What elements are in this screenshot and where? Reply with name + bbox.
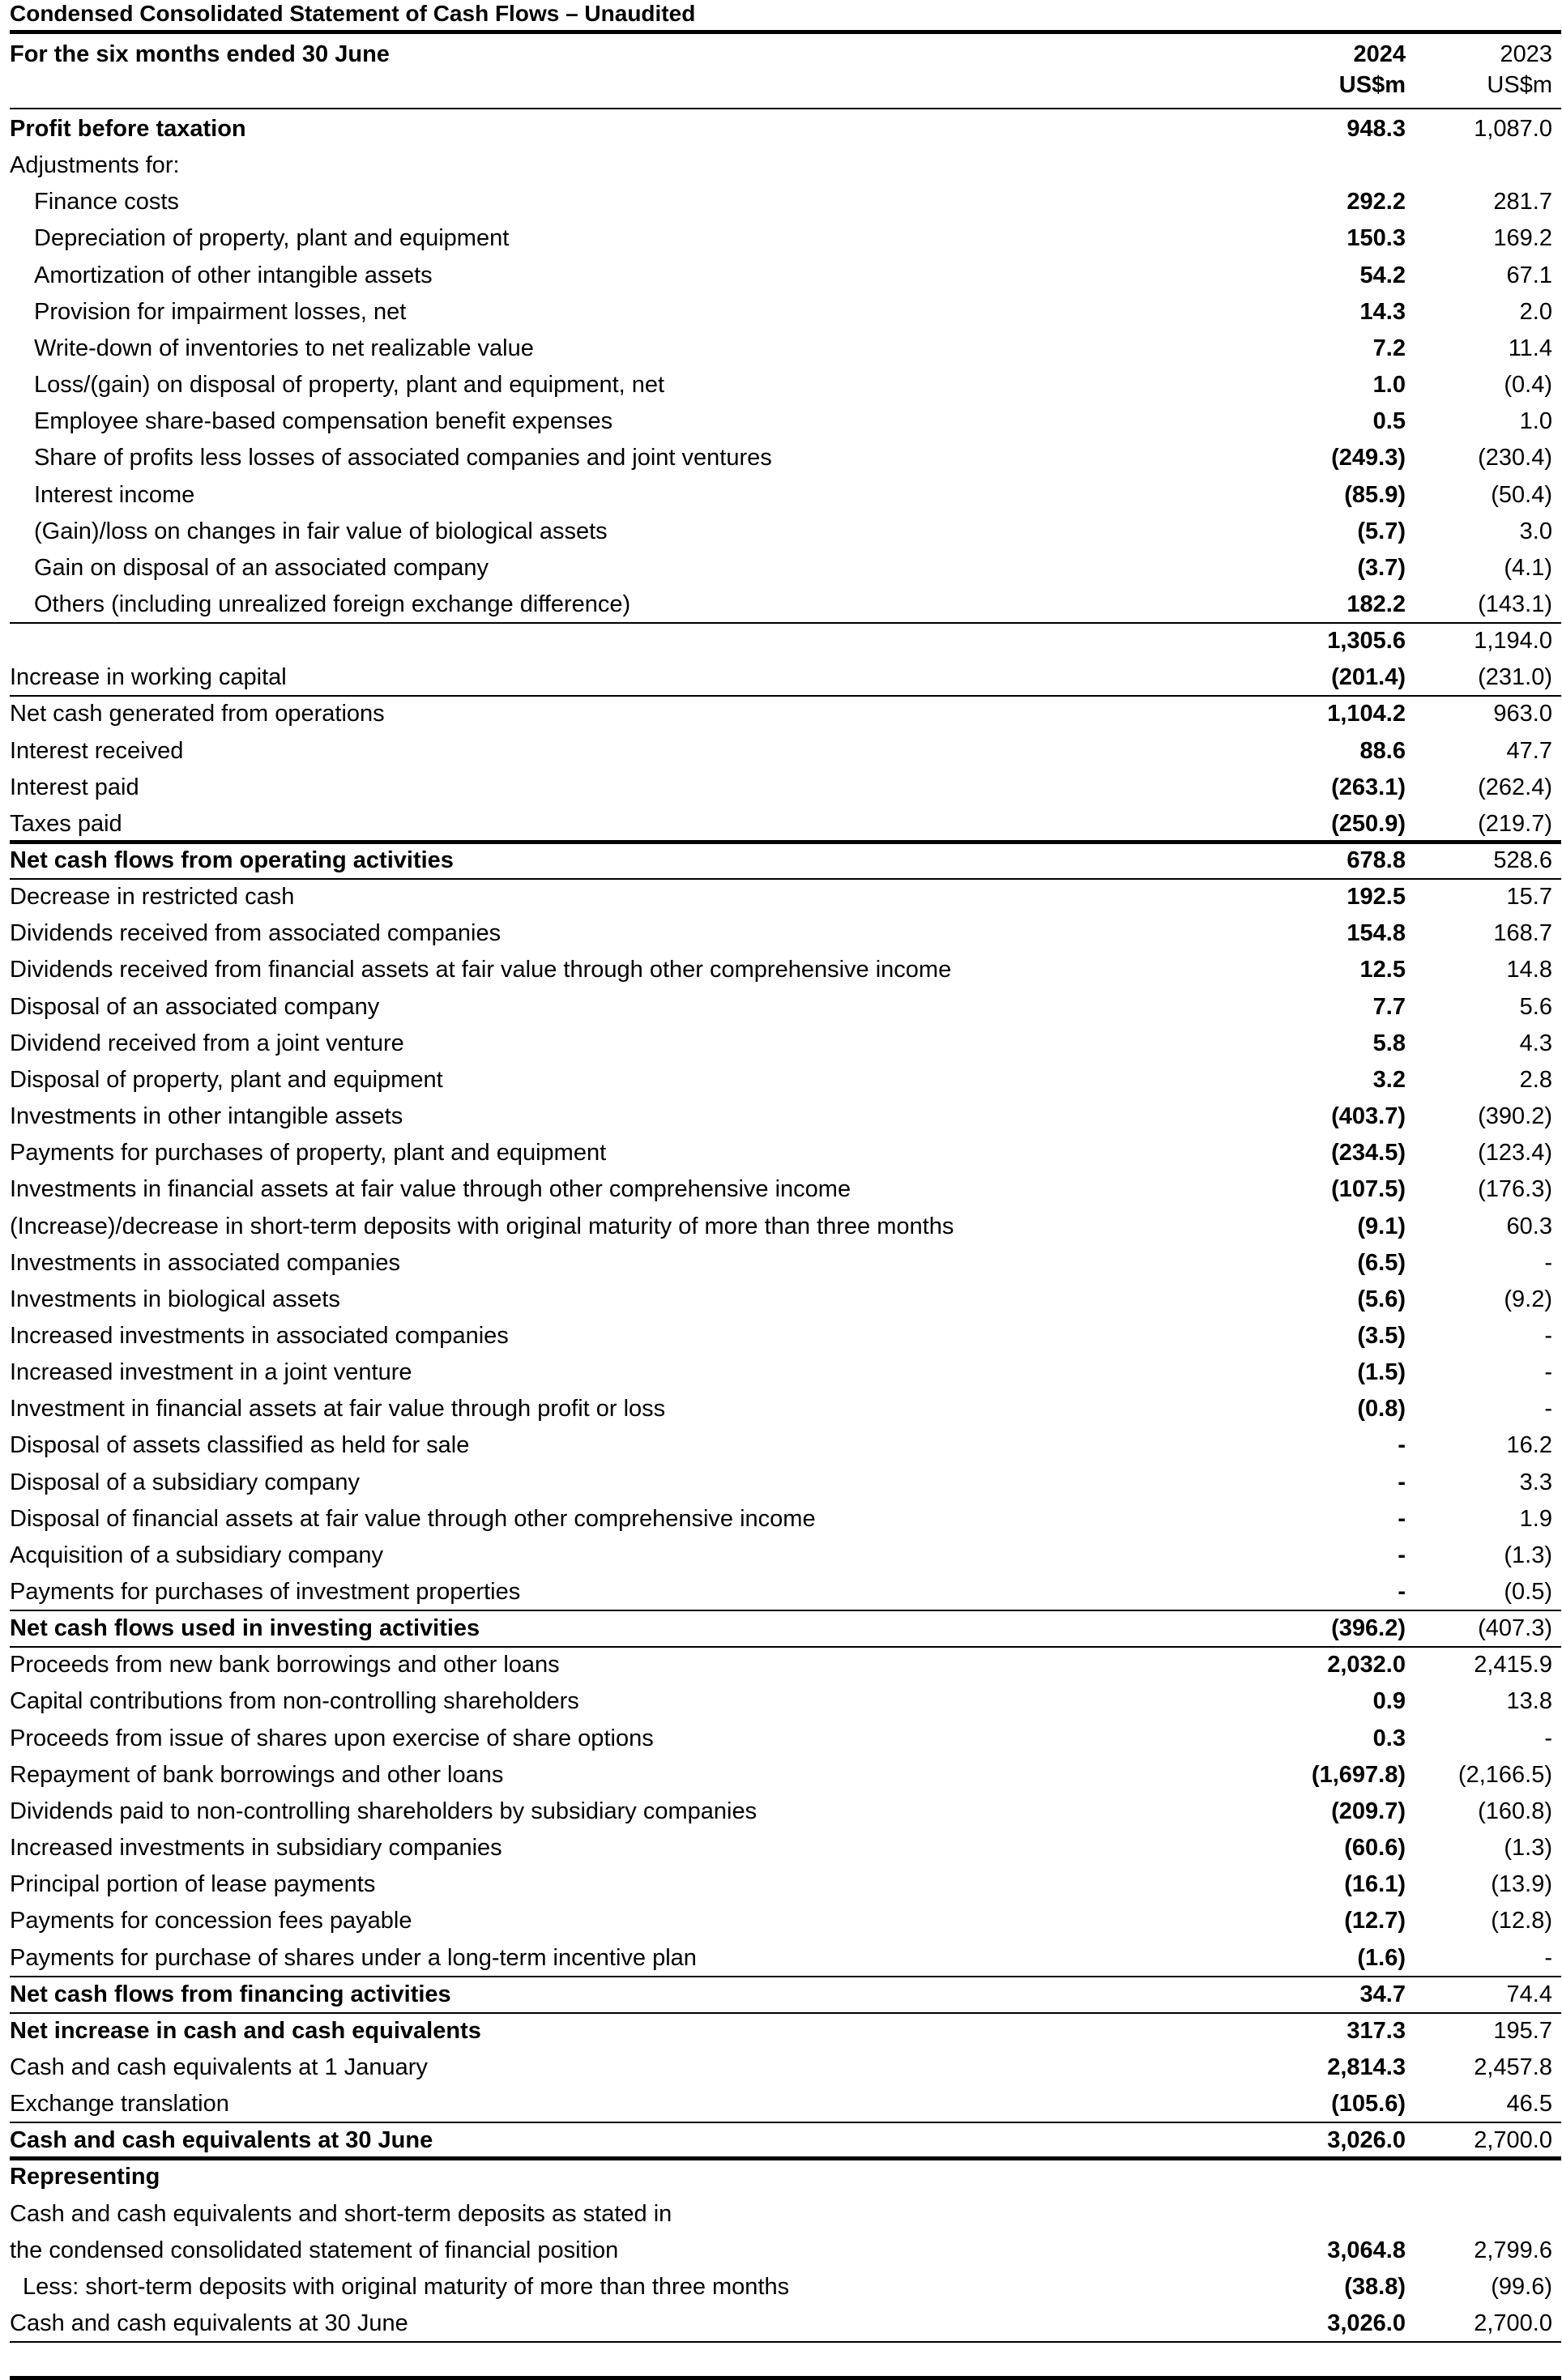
value-2023: 16.2 — [1506, 1432, 1552, 1459]
value-2024: (5.7) — [1357, 518, 1406, 544]
value-2024: 3,064.8 — [1327, 2237, 1406, 2263]
value-2023: - — [1544, 1322, 1552, 1349]
value-2023: (50.4) — [1491, 481, 1552, 508]
column-2024-year: 2024 — [1353, 41, 1406, 67]
table-row — [0, 440, 1562, 476]
value-2024: 7.2 — [1372, 335, 1406, 361]
row-label: Investments in associated companies — [10, 1249, 400, 1276]
value-2024: (12.7) — [1344, 1908, 1406, 1934]
table-row — [0, 1721, 1562, 1757]
row-label: Net cash generated from operations — [10, 701, 385, 727]
rule — [10, 695, 1561, 697]
row-label: Profit before taxation — [10, 116, 246, 142]
table-row — [0, 696, 1562, 732]
value-2023: 11.4 — [1508, 335, 1552, 361]
row-label: Payments for purchase of shares under a long-term incentive plan — [10, 1944, 697, 1971]
value-2024: 54.2 — [1359, 262, 1406, 288]
row-label: Increased investments in associated companies — [10, 1322, 509, 1349]
table-row — [0, 2122, 1562, 2159]
value-2023: 2,415.9 — [1474, 1652, 1552, 1678]
table-row — [0, 2013, 1562, 2049]
value-2023: 1,087.0 — [1474, 116, 1552, 142]
table-row — [0, 514, 1562, 550]
table-row — [0, 403, 1562, 440]
row-label: Cash and cash equivalents at 30 June — [10, 2310, 408, 2336]
table-row — [0, 1245, 1562, 1282]
table-row — [0, 989, 1562, 1026]
table-row — [0, 220, 1562, 257]
value-2023: (0.5) — [1504, 1579, 1552, 1605]
table-row — [0, 1647, 1562, 1683]
column-2024-header — [1339, 39, 1406, 100]
value-2024: 5.8 — [1372, 1030, 1406, 1056]
table-row — [0, 1282, 1562, 1318]
row-label: Capital contributions from non-controlling shareholders — [10, 1688, 579, 1715]
value-2023: (0.4) — [1504, 372, 1552, 399]
row-label: Depreciation of property, plant and equipment — [34, 225, 510, 252]
table-row — [0, 111, 1562, 147]
row-label: Exchange translation — [10, 2091, 229, 2118]
value-2023: 67.1 — [1506, 262, 1552, 288]
column-2023-unit: US$m — [1487, 72, 1552, 98]
rule — [10, 1646, 1561, 1648]
value-2024: (5.6) — [1357, 1286, 1406, 1312]
rule — [10, 1610, 1561, 1611]
value-2023: 1.0 — [1519, 408, 1552, 435]
value-2023: 195.7 — [1493, 2017, 1552, 2044]
row-label: Investments in financial assets at fair value through other comprehensive income — [10, 1176, 851, 1203]
value-2024: (9.1) — [1357, 1213, 1406, 1239]
table-row — [0, 1538, 1562, 1574]
table-row — [0, 733, 1562, 770]
table-row — [0, 1062, 1562, 1098]
row-label: Interest paid — [10, 774, 139, 800]
value-2024: - — [1398, 1542, 1406, 1568]
value-2023: - — [1544, 1944, 1552, 1971]
rule — [10, 840, 1561, 844]
value-2023: 14.8 — [1506, 957, 1552, 983]
value-2024: 317.3 — [1346, 2017, 1406, 2044]
value-2024: 34.7 — [1359, 1981, 1406, 2007]
value-2023: (219.7) — [1478, 810, 1552, 837]
row-label: Net cash flows from financing activities — [10, 1981, 451, 2007]
value-2023: (390.2) — [1478, 1103, 1552, 1130]
value-2024: (1.5) — [1357, 1359, 1406, 1386]
rule — [10, 2376, 1561, 2380]
value-2024: - — [1398, 1432, 1406, 1459]
table-row — [0, 2049, 1562, 2086]
table-row — [0, 1903, 1562, 1939]
value-2024: 14.3 — [1359, 298, 1406, 325]
rule — [10, 108, 1561, 109]
value-2023: 46.5 — [1506, 2091, 1552, 2118]
table-row — [0, 1465, 1562, 1501]
value-2024: (3.5) — [1357, 1322, 1406, 1349]
value-2023: 2,799.6 — [1474, 2237, 1552, 2263]
value-2024: (403.7) — [1331, 1103, 1406, 1130]
table-row — [0, 1574, 1562, 1610]
row-label: Acquisition of a subsidiary company — [10, 1542, 384, 1568]
value-2023: (2,166.5) — [1457, 1761, 1552, 1788]
table-row — [0, 1866, 1562, 1903]
table-row — [0, 1757, 1562, 1794]
column-2023-header — [1487, 39, 1552, 100]
value-2023: 528.6 — [1493, 847, 1552, 873]
column-header — [0, 36, 1562, 105]
row-label: Adjustments for: — [10, 152, 180, 179]
table-row — [0, 1610, 1562, 1647]
row-label: Net cash flows from operating activities — [10, 847, 454, 873]
value-2024: 88.6 — [1359, 737, 1406, 764]
table-row — [0, 1171, 1562, 1208]
value-2024: 1,104.2 — [1327, 701, 1406, 727]
table-row — [0, 1940, 1562, 1977]
value-2024: 2,814.3 — [1327, 2054, 1406, 2080]
value-2024: (1,697.8) — [1311, 1761, 1406, 1788]
table-row — [0, 1683, 1562, 1720]
table-row — [0, 1098, 1562, 1135]
value-2023: 4.3 — [1519, 1030, 1552, 1056]
value-2024: - — [1398, 1469, 1406, 1495]
rule — [10, 2122, 1561, 2123]
table-row — [0, 1391, 1562, 1427]
value-2024: 1,305.6 — [1327, 628, 1406, 655]
rule — [10, 878, 1561, 880]
value-2023: - — [1544, 1396, 1552, 1422]
value-2024: (105.6) — [1331, 2091, 1406, 2118]
value-2023: (231.0) — [1478, 664, 1552, 691]
value-2024: (209.7) — [1331, 1798, 1406, 1824]
value-2023: 1.9 — [1519, 1505, 1552, 1532]
row-label: Net cash flows used in investing activities — [10, 1615, 480, 1642]
row-label: Taxes paid — [10, 810, 122, 837]
value-2024: (250.9) — [1331, 810, 1406, 837]
table-row — [0, 659, 1562, 696]
rule — [10, 2156, 1561, 2160]
value-2024: 292.2 — [1346, 189, 1406, 215]
row-label: Disposal of a subsidiary company — [10, 1469, 360, 1495]
row-label: (Increase)/decrease in short-term deposits with original maturity of more than three months — [10, 1213, 954, 1239]
table-row — [0, 952, 1562, 988]
row-label: (Gain)/loss on changes in fair value of biological assets — [34, 518, 608, 544]
value-2023: (4.1) — [1504, 554, 1552, 581]
row-label: Others (including unrealized foreign exchange difference) — [34, 591, 631, 617]
value-2024: (6.5) — [1357, 1249, 1406, 1276]
table-row — [0, 1501, 1562, 1538]
value-2024: 2,032.0 — [1327, 1652, 1406, 1678]
value-2024: (234.5) — [1331, 1140, 1406, 1167]
value-2023: 169.2 — [1493, 225, 1552, 252]
row-label: Dividend received from a joint venture — [10, 1030, 404, 1056]
value-2024: 7.7 — [1372, 993, 1406, 1020]
value-2024: 678.8 — [1346, 847, 1406, 873]
value-2024: 948.3 — [1346, 116, 1406, 142]
rule — [10, 622, 1561, 624]
row-label: Disposal of an associated company — [10, 993, 380, 1020]
value-2023: (123.4) — [1478, 1140, 1552, 1167]
value-2023: 2.0 — [1519, 298, 1552, 325]
rule — [10, 2341, 1561, 2343]
row-label: Proceeds from issue of shares upon exercise of share options — [10, 1725, 654, 1751]
row-label: Investments in other intangible assets — [10, 1103, 403, 1130]
value-2024: (0.8) — [1357, 1396, 1406, 1422]
row-label: Increased investments in subsidiary companies — [10, 1835, 502, 1862]
value-2023: (407.3) — [1478, 1615, 1552, 1642]
value-2023: (176.3) — [1478, 1176, 1552, 1203]
table-row — [0, 1977, 1562, 2013]
table-row — [0, 331, 1562, 367]
value-2023: 74.4 — [1506, 1981, 1552, 2007]
value-2024: (263.1) — [1331, 774, 1406, 800]
table-row — [0, 2196, 1562, 2233]
row-label: Gain on disposal of an associated company — [34, 554, 489, 581]
row-label: Cash and cash equivalents at 30 June — [10, 2127, 433, 2154]
table-row — [0, 1318, 1562, 1354]
table-row — [0, 477, 1562, 514]
table-row — [0, 1026, 1562, 1062]
table-row — [0, 842, 1562, 879]
table-row — [0, 550, 1562, 586]
row-label: Interest income — [34, 481, 195, 508]
row-label: Investment in financial assets at fair value through profit or loss — [10, 1396, 666, 1422]
table-row — [0, 258, 1562, 294]
value-2023: (12.8) — [1491, 1908, 1552, 1934]
value-2024: 0.9 — [1372, 1688, 1406, 1715]
value-2024: (3.7) — [1357, 554, 1406, 581]
table-row — [0, 1209, 1562, 1245]
row-label: Proceeds from new bank borrowings and other loans — [10, 1652, 560, 1678]
table-row — [0, 1135, 1562, 1171]
row-label: Provision for impairment losses, net — [34, 298, 407, 325]
table-row — [0, 367, 1562, 403]
value-2023: 2,700.0 — [1474, 2310, 1552, 2336]
value-2023: 2,700.0 — [1474, 2127, 1552, 2154]
value-2024: (85.9) — [1344, 481, 1406, 508]
table-row — [0, 623, 1562, 659]
table-row — [0, 1354, 1562, 1391]
value-2023: 1,194.0 — [1474, 628, 1552, 655]
row-label: Finance costs — [34, 189, 179, 215]
table-row — [0, 915, 1562, 952]
value-2023: 3.3 — [1519, 1469, 1552, 1495]
value-2024: 0.5 — [1372, 408, 1406, 435]
row-label: Share of profits less losses of associated companies and joint ventures — [34, 445, 772, 471]
value-2023: (9.2) — [1504, 1286, 1552, 1312]
value-2023: (230.4) — [1478, 445, 1552, 471]
value-2024: (60.6) — [1344, 1835, 1406, 1862]
value-2023: 15.7 — [1506, 884, 1552, 911]
value-2024: 12.5 — [1359, 957, 1406, 983]
value-2023: 13.8 — [1506, 1688, 1552, 1715]
row-label: Loss/(gain) on disposal of property, plant and equipment, net — [34, 372, 665, 399]
column-2023-year: 2023 — [1500, 41, 1552, 67]
value-2024: (201.4) — [1331, 664, 1406, 691]
value-2024: 150.3 — [1346, 225, 1406, 252]
table-row — [0, 2233, 1562, 2269]
value-2024: (107.5) — [1331, 1176, 1406, 1203]
value-2023: - — [1544, 1725, 1552, 1751]
table-row — [0, 2159, 1562, 2195]
rule — [10, 1976, 1561, 1977]
row-label: Dividends received from financial assets at fair value through other comprehensive income — [10, 957, 952, 983]
table-row — [0, 770, 1562, 806]
value-2023: (13.9) — [1491, 1871, 1552, 1898]
row-label: Repayment of bank borrowings and other loans — [10, 1761, 504, 1788]
table-row — [0, 2269, 1562, 2305]
row-label: Cash and cash equivalents and short-term deposits as stated in — [10, 2200, 672, 2227]
table-row — [0, 2305, 1562, 2342]
value-2024: (1.6) — [1357, 1944, 1406, 1971]
value-2023: 281.7 — [1493, 189, 1552, 215]
table-row — [0, 1427, 1562, 1464]
value-2023: 60.3 — [1506, 1213, 1552, 1239]
value-2023: 5.6 — [1519, 993, 1552, 1020]
row-label: Less: short-term deposits with original maturity of more than three months — [23, 2273, 790, 2300]
value-2024: 3,026.0 — [1327, 2310, 1406, 2336]
value-2023: 3.0 — [1519, 518, 1552, 544]
row-label: Interest received — [10, 737, 184, 764]
value-2024: 154.8 — [1346, 920, 1406, 947]
value-2023: (99.6) — [1491, 2273, 1552, 2300]
value-2023: 2.8 — [1519, 1066, 1552, 1093]
table-row — [0, 806, 1562, 842]
value-2024: 3.2 — [1372, 1066, 1406, 1093]
row-label: Decrease in restricted cash — [10, 884, 295, 911]
row-label: Amortization of other intangible assets — [34, 262, 433, 288]
value-2024: 0.3 — [1372, 1725, 1406, 1751]
value-2024: (396.2) — [1331, 1615, 1406, 1642]
value-2023: 963.0 — [1493, 701, 1552, 727]
row-label: Cash and cash equivalents at 1 January — [10, 2054, 428, 2080]
value-2024: - — [1398, 1579, 1406, 1605]
value-2023: 168.7 — [1493, 920, 1552, 947]
row-label: Dividends paid to non-controlling shareholders by subsidiary companies — [10, 1798, 758, 1824]
row-label: Payments for purchases of property, plant and equipment — [10, 1140, 607, 1167]
value-2024: 3,026.0 — [1327, 2127, 1406, 2154]
row-label: the condensed consolidated statement of financial position — [10, 2237, 619, 2263]
value-2024: 192.5 — [1346, 884, 1406, 911]
row-label: Disposal of financial assets at fair value through other comprehensive income — [10, 1505, 816, 1532]
row-label: Payments for concession fees payable — [10, 1908, 412, 1934]
value-2024: (249.3) — [1331, 445, 1406, 471]
value-2023: (160.8) — [1478, 1798, 1552, 1824]
value-2023: - — [1544, 1249, 1552, 1276]
value-2023: (143.1) — [1478, 591, 1552, 617]
table-row — [0, 1794, 1562, 1830]
row-label: Dividends received from associated companies — [10, 920, 501, 947]
row-label: Investments in biological assets — [10, 1286, 340, 1312]
rule — [10, 2012, 1561, 2014]
value-2024: (16.1) — [1344, 1871, 1406, 1898]
table-row — [0, 147, 1562, 184]
value-2024: - — [1398, 1505, 1406, 1532]
row-label: Employee share-based compensation benefit expenses — [34, 408, 613, 435]
value-2023: 47.7 — [1506, 737, 1552, 764]
row-label: Net increase in cash and cash equivalents — [10, 2017, 481, 2044]
row-label: Disposal of property, plant and equipment — [10, 1066, 443, 1093]
value-2023: - — [1544, 1359, 1552, 1386]
row-label: Increased investment in a joint venture — [10, 1359, 412, 1386]
table-row — [0, 2086, 1562, 2122]
value-2023: (262.4) — [1478, 774, 1552, 800]
statement-title: Condensed Consolidated Statement of Cash Flows – Unaudited — [10, 1, 696, 26]
value-2024: (38.8) — [1344, 2273, 1406, 2300]
table-row — [0, 586, 1562, 623]
value-2023: (1.3) — [1504, 1835, 1552, 1862]
rule — [10, 30, 1561, 34]
table-row — [0, 1830, 1562, 1866]
column-2024-unit: US$m — [1338, 72, 1406, 98]
table-row — [0, 184, 1562, 220]
row-label: Principal portion of lease payments — [10, 1871, 376, 1898]
table-row — [0, 294, 1562, 331]
table-row — [0, 879, 1562, 915]
period-label: For the six months ended 30 June — [10, 41, 390, 67]
value-2023: 2,457.8 — [1474, 2054, 1552, 2080]
value-2023: (1.3) — [1504, 1542, 1552, 1568]
row-label: Representing — [10, 2164, 160, 2190]
row-label: Payments for purchases of investment properties — [10, 1579, 521, 1605]
row-label: Write-down of inventories to net realizable value — [34, 335, 534, 361]
value-2024: 182.2 — [1346, 591, 1406, 617]
row-label: Disposal of assets classified as held for sale — [10, 1432, 470, 1459]
value-2024: 1.0 — [1372, 372, 1406, 399]
row-label: Increase in working capital — [10, 664, 287, 691]
